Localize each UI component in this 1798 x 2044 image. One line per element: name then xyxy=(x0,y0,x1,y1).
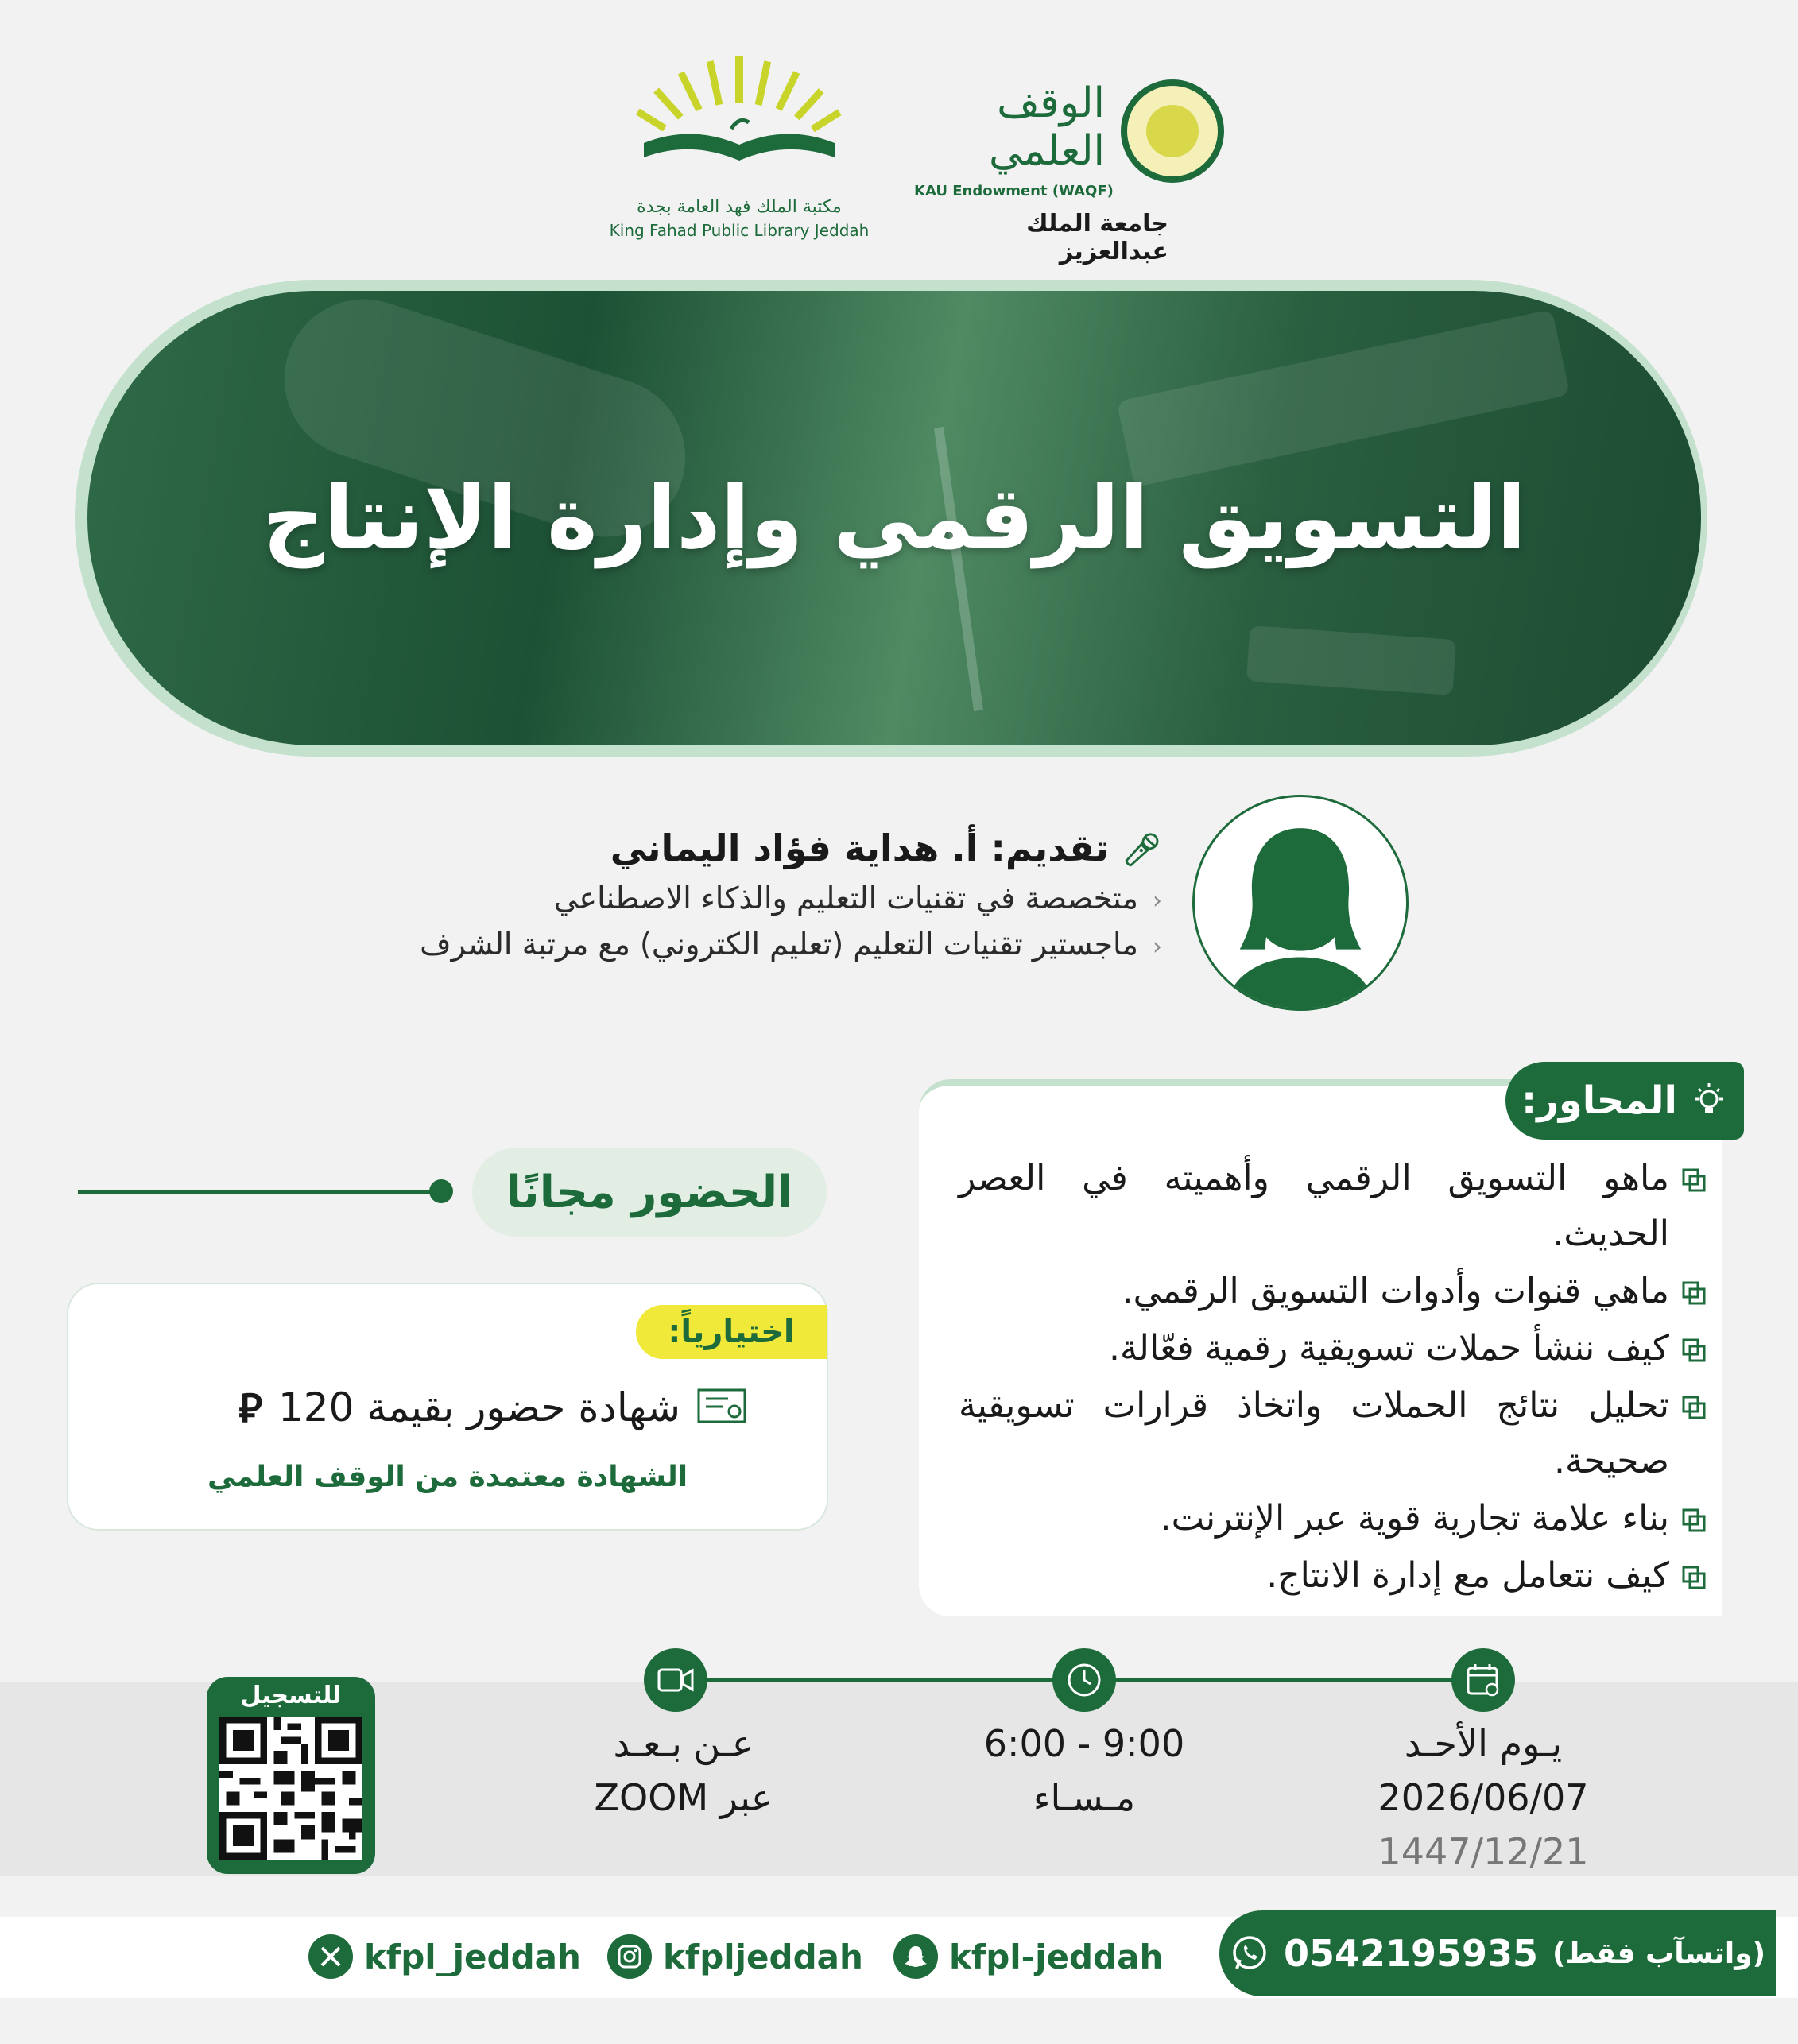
event-mode: عـن بـعـد عبر ZOOM xyxy=(594,1722,773,1819)
free-attendance-badge: الحضور مجانًا xyxy=(472,1148,827,1237)
credential-item: ‹متخصصة في تقنيات التعليم والذكاء الاصطناعي xyxy=(553,881,1162,916)
presenter-name xyxy=(420,827,1162,869)
instagram-link[interactable] xyxy=(607,1934,863,1979)
whatsapp-icon xyxy=(1230,1934,1269,1973)
certificate-text: شهادة حضور بقيمة 120 xyxy=(277,1384,680,1430)
square-bullet-icon xyxy=(1682,1338,1706,1362)
list-item: تحليل نتائج الحملات واتخاذ قرارات تسويقية صحيحة. xyxy=(959,1378,1706,1489)
topic-list xyxy=(959,1151,1706,1605)
lightbulb-icon xyxy=(1690,1082,1728,1120)
square-bullet-icon xyxy=(1682,1566,1706,1589)
certificate-note: الشهادة معتمدة من الوقف العلمي xyxy=(207,1461,688,1493)
waqf-name-en: KAU Endowment (WAQF) xyxy=(914,183,1114,199)
registration-label: للتسجيل xyxy=(240,1682,342,1709)
woman-silhouette-icon xyxy=(1195,797,1406,1008)
video-camera-icon xyxy=(644,1648,707,1712)
x-icon xyxy=(308,1934,353,1979)
optional-tag: اختيارياً: xyxy=(636,1305,827,1359)
certificate-icon xyxy=(696,1388,747,1427)
event-time: 6:00 - 9:00 مـسـاء xyxy=(983,1722,1185,1819)
list-item: كيف ننشأ حملات تسويقية رقمية فعّالة. xyxy=(959,1321,1706,1376)
clock-icon xyxy=(1052,1648,1116,1712)
list-item: كيف نتعامل مع إدارة الانتاج. xyxy=(959,1548,1706,1604)
chevron-left-icon: ‹ xyxy=(1153,933,1162,961)
snapchat-link[interactable] xyxy=(893,1934,1163,1979)
snapchat-handle: kfpl-jeddah xyxy=(949,1937,1164,1976)
topics-heading-tab xyxy=(1505,1062,1744,1140)
snapchat-icon xyxy=(893,1934,938,1979)
waqf-emblem-icon xyxy=(1121,79,1224,183)
microphone-icon: 🎤︎ xyxy=(1122,832,1162,869)
x-handle: kfpl_jeddah xyxy=(364,1937,581,1976)
list-item: ماهي قنوات وأدوات التسويق الرقمي. xyxy=(959,1264,1706,1319)
square-bullet-icon xyxy=(1682,1396,1706,1419)
event-date: يـوم الأحـد 2026/06/07 1447/12/21 xyxy=(1378,1722,1589,1873)
decor-line xyxy=(78,1190,444,1194)
whatsapp-contact[interactable] xyxy=(1219,1910,1776,1996)
topics-heading: المحاور: xyxy=(1521,1078,1677,1123)
hero-banner xyxy=(87,291,1701,745)
riyal-icon: ⃁ xyxy=(238,1385,262,1431)
square-bullet-icon xyxy=(1682,1168,1706,1192)
list-item: ماهو التسويق الرقمي وأهميته في العصر الحديث. xyxy=(959,1151,1706,1262)
chevron-left-icon: ‹ xyxy=(1153,887,1162,915)
instagram-handle: kfpljeddah xyxy=(663,1937,863,1976)
square-bullet-icon xyxy=(1682,1281,1706,1305)
university-name: جامعة الملك عبدالعزيز xyxy=(1026,210,1168,265)
presenter-avatar xyxy=(1192,795,1409,1011)
library-name-en: King Fahad Public Library Jeddah xyxy=(609,221,870,240)
presenter-info xyxy=(420,827,1162,962)
sun-book-icon xyxy=(636,56,843,167)
credential-item: ‹ماجستير تقنيات التعليم (تعليم الكتروني) مع مرتبة الشرف xyxy=(420,927,1162,962)
event-title: التسويق الرقمي وإدارة الإنتاج xyxy=(262,468,1527,568)
qr-code-icon xyxy=(219,1717,362,1860)
waqf-name-ar: الوقف العلمي xyxy=(989,79,1105,175)
calendar-icon xyxy=(1451,1648,1515,1712)
qr-code[interactable] xyxy=(219,1717,362,1860)
decor-dot xyxy=(429,1179,453,1203)
library-logo xyxy=(604,56,874,246)
logo-header xyxy=(0,48,1798,265)
waqf-logo xyxy=(914,64,1224,265)
certificate-line xyxy=(238,1381,747,1433)
list-item: بناء علامة تجارية قوية عبر الإنترنت. xyxy=(959,1491,1706,1547)
instagram-icon xyxy=(607,1934,652,1979)
whatsapp-note: (واتسآب فقط) xyxy=(1552,1937,1766,1970)
x-link[interactable] xyxy=(308,1934,581,1979)
square-bullet-icon xyxy=(1682,1508,1706,1532)
presenter-name-text: تقديم: أ. هداية فؤاد اليماني xyxy=(610,827,1110,869)
library-name-ar: مكتبة الملك فهد العامة بجدة xyxy=(637,197,842,217)
phone-number: 0542195935 xyxy=(1283,1932,1539,1975)
